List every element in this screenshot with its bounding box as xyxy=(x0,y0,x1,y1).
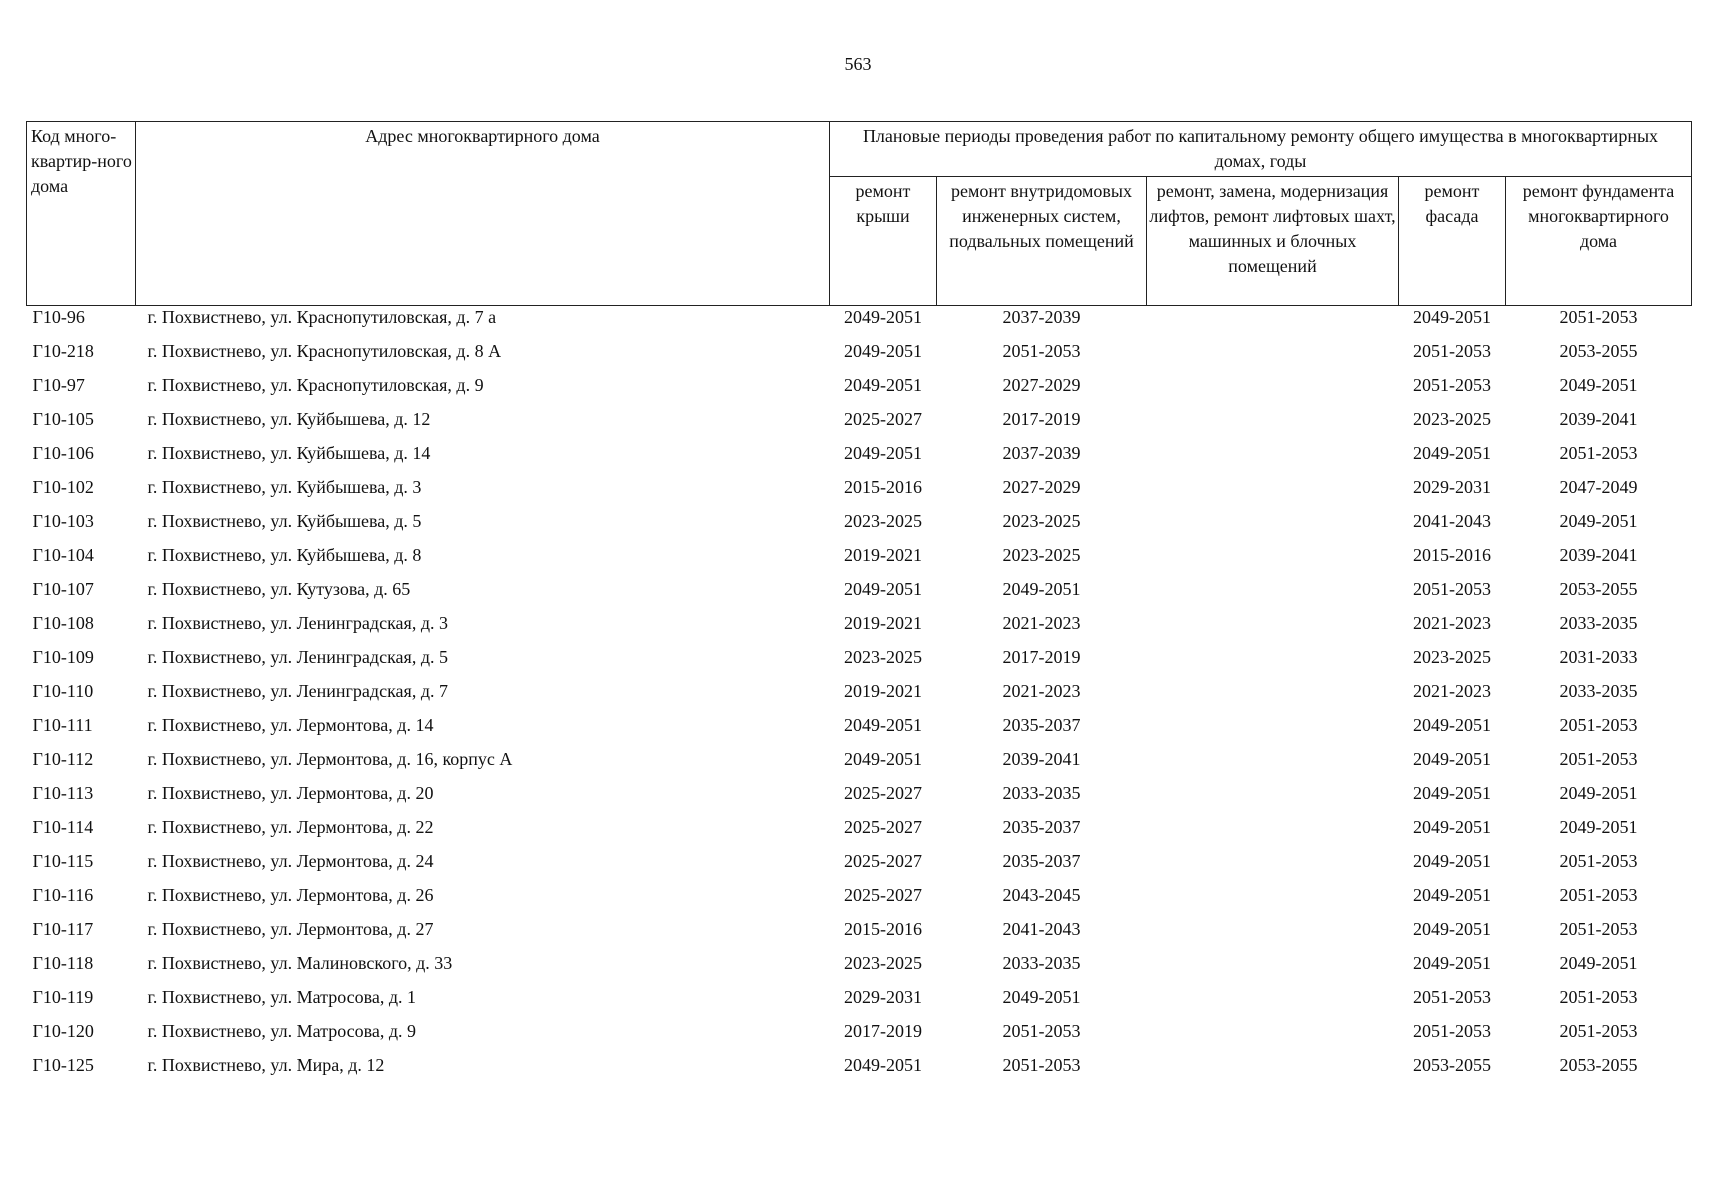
cell-engineering: 2039-2041 xyxy=(1002,749,1081,769)
cell-facade: 2049-2051 xyxy=(1413,817,1491,837)
cell-address: г. Похвистнево, ул. Малиновского, д. 33 xyxy=(147,953,453,973)
cell-elevator xyxy=(1147,1020,1399,1054)
cell-foundation: 2051-2053 xyxy=(1559,851,1638,871)
cell-engineering: 2017-2019 xyxy=(1002,647,1081,667)
cell-foundation: 2051-2053 xyxy=(1559,987,1638,1007)
cell-facade: 2051-2053 xyxy=(1413,375,1491,395)
cell-roof: 2029-2031 xyxy=(844,987,922,1007)
table-row xyxy=(27,748,1692,782)
cell-facade: 2049-2051 xyxy=(1413,307,1491,327)
cell-elevator xyxy=(1147,1054,1399,1088)
cell-elevator xyxy=(1147,680,1399,714)
cell-code: Г10-113 xyxy=(32,783,94,803)
cell-foundation: 2053-2055 xyxy=(1559,341,1638,361)
cell-facade: 2021-2023 xyxy=(1413,681,1491,701)
cell-address: г. Похвистнево, ул. Лермонтова, д. 24 xyxy=(147,851,434,871)
cell-address: г. Похвистнево, ул. Куйбышева, д. 12 xyxy=(147,409,431,429)
table-row xyxy=(27,646,1692,680)
cell-code: Г10-107 xyxy=(32,579,94,599)
table-row xyxy=(27,544,1692,578)
cell-code: Г10-117 xyxy=(32,919,94,939)
header-code: Код много-квартир-ного дома xyxy=(27,122,136,306)
cell-code: Г10-102 xyxy=(32,477,94,497)
cell-foundation: 2039-2041 xyxy=(1559,409,1638,429)
cell-code: Г10-125 xyxy=(32,1055,94,1075)
cell-address: г. Похвистнево, ул. Лермонтова, д. 14 xyxy=(147,715,434,735)
table-row xyxy=(27,1020,1692,1054)
page-number: 563 xyxy=(844,54,872,74)
table-row xyxy=(27,714,1692,748)
cell-elevator xyxy=(1147,510,1399,544)
cell-address: г. Похвистнево, ул. Куйбышева, д. 14 xyxy=(147,443,431,463)
cell-roof: 2015-2016 xyxy=(844,477,922,497)
cell-elevator xyxy=(1147,544,1399,578)
table-row xyxy=(27,918,1692,952)
cell-foundation: 2031-2033 xyxy=(1559,647,1638,667)
table-row xyxy=(27,952,1692,986)
cell-address: г. Похвистнево, ул. Куйбышева, д. 5 xyxy=(147,511,422,531)
cell-elevator xyxy=(1147,442,1399,476)
cell-code: Г10-103 xyxy=(32,511,94,531)
cell-foundation: 2049-2051 xyxy=(1559,783,1638,803)
cell-address: г. Похвистнево, ул. Ленинградская, д. 5 xyxy=(147,647,448,667)
cell-engineering: 2049-2051 xyxy=(1002,579,1081,599)
cell-elevator xyxy=(1147,714,1399,748)
cell-roof: 2049-2051 xyxy=(844,579,922,599)
cell-engineering: 2037-2039 xyxy=(1002,307,1081,327)
cell-elevator xyxy=(1147,952,1399,986)
cell-facade: 2051-2053 xyxy=(1413,987,1491,1007)
cell-facade: 2051-2053 xyxy=(1413,341,1491,361)
cell-engineering: 2023-2025 xyxy=(1002,511,1081,531)
cell-elevator xyxy=(1147,408,1399,442)
header-planned-periods: Плановые периоды проведения работ по капитальному ремонту общего имущества в многоквартирных домах, годы xyxy=(830,122,1692,177)
cell-elevator xyxy=(1147,646,1399,680)
cell-engineering: 2049-2051 xyxy=(1002,987,1081,1007)
cell-foundation: 2051-2053 xyxy=(1559,715,1638,735)
cell-roof: 2049-2051 xyxy=(844,341,922,361)
header-address: Адрес многоквартирного дома xyxy=(136,122,830,306)
cell-roof: 2049-2051 xyxy=(844,749,922,769)
cell-facade: 2021-2023 xyxy=(1413,613,1491,633)
table-row xyxy=(27,850,1692,884)
cell-code: Г10-120 xyxy=(32,1021,94,1041)
header-facade: ремонт фасада xyxy=(1399,177,1506,306)
cell-code: Г10-218 xyxy=(32,341,94,361)
cell-address: г. Похвистнево, ул. Краснопутиловская, д. 7 а xyxy=(147,307,497,327)
cell-elevator xyxy=(1147,748,1399,782)
cell-engineering: 2027-2029 xyxy=(1002,477,1081,497)
cell-foundation: 2053-2055 xyxy=(1559,579,1638,599)
table-row xyxy=(27,884,1692,918)
table-row xyxy=(27,306,1692,341)
cell-roof: 2049-2051 xyxy=(844,307,922,327)
cell-engineering: 2035-2037 xyxy=(1002,851,1081,871)
cell-foundation: 2049-2051 xyxy=(1559,953,1638,973)
cell-code: Г10-111 xyxy=(32,715,93,735)
cell-code: Г10-119 xyxy=(32,987,94,1007)
cell-foundation: 2051-2053 xyxy=(1559,1021,1638,1041)
cell-elevator xyxy=(1147,612,1399,646)
table-row xyxy=(27,612,1692,646)
header-roof: ремонт крыши xyxy=(830,177,937,306)
cell-facade: 2049-2051 xyxy=(1413,783,1491,803)
table-row xyxy=(27,374,1692,408)
table-row xyxy=(27,476,1692,510)
cell-roof: 2049-2051 xyxy=(844,1055,922,1075)
cell-engineering: 2035-2037 xyxy=(1002,817,1081,837)
table-row xyxy=(27,816,1692,850)
cell-engineering: 2051-2053 xyxy=(1002,1055,1081,1075)
cell-code: Г10-96 xyxy=(32,307,85,327)
table-row xyxy=(27,1054,1692,1088)
cell-address: г. Похвистнево, ул. Лермонтова, д. 20 xyxy=(147,783,434,803)
cell-elevator xyxy=(1147,816,1399,850)
cell-facade: 2023-2025 xyxy=(1413,409,1491,429)
cell-address: г. Похвистнево, ул. Лермонтова, д. 22 xyxy=(147,817,434,837)
cell-address: г. Похвистнево, ул. Матросова, д. 9 xyxy=(147,1021,417,1041)
cell-facade: 2015-2016 xyxy=(1413,545,1491,565)
cell-foundation: 2047-2049 xyxy=(1559,477,1638,497)
cell-foundation: 2051-2053 xyxy=(1559,885,1638,905)
cell-foundation: 2051-2053 xyxy=(1559,919,1638,939)
header-elevator: ремонт, замена, модернизация лифтов, ремонт лифтовых шахт, машинных и блочных помещений xyxy=(1147,177,1399,306)
cell-engineering: 2051-2053 xyxy=(1002,1021,1081,1041)
cell-address: г. Похвистнево, ул. Мира, д. 12 xyxy=(147,1055,385,1075)
cell-engineering: 2051-2053 xyxy=(1002,341,1081,361)
table-row xyxy=(27,680,1692,714)
cell-elevator xyxy=(1147,850,1399,884)
cell-engineering: 2035-2037 xyxy=(1002,715,1081,735)
table-row xyxy=(27,986,1692,1020)
cell-foundation: 2051-2053 xyxy=(1559,307,1638,327)
cell-elevator xyxy=(1147,884,1399,918)
cell-elevator xyxy=(1147,986,1399,1020)
cell-foundation: 2033-2035 xyxy=(1559,613,1638,633)
cell-engineering: 2021-2023 xyxy=(1002,613,1081,633)
cell-code: Г10-112 xyxy=(32,749,94,769)
cell-facade: 2049-2051 xyxy=(1413,885,1491,905)
cell-roof: 2015-2016 xyxy=(844,919,922,939)
cell-roof: 2019-2021 xyxy=(844,545,922,565)
cell-foundation: 2049-2051 xyxy=(1559,511,1638,531)
cell-code: Г10-108 xyxy=(32,613,94,633)
cell-roof: 2025-2027 xyxy=(844,851,922,871)
cell-address: г. Похвистнево, ул. Куйбышева, д. 8 xyxy=(147,545,422,565)
cell-foundation: 2053-2055 xyxy=(1559,1055,1638,1075)
header-foundation: ремонт фундамента многоквартирного дома xyxy=(1506,177,1692,306)
cell-code: Г10-114 xyxy=(32,817,94,837)
cell-elevator xyxy=(1147,782,1399,816)
table-row xyxy=(27,578,1692,612)
cell-address: г. Похвистнево, ул. Краснопутиловская, д. 8 А xyxy=(147,341,502,361)
cell-facade: 2051-2053 xyxy=(1413,579,1491,599)
cell-code: Г10-106 xyxy=(32,443,94,463)
cell-facade: 2049-2051 xyxy=(1413,443,1491,463)
cell-facade: 2049-2051 xyxy=(1413,749,1491,769)
cell-elevator xyxy=(1147,340,1399,374)
cell-foundation: 2033-2035 xyxy=(1559,681,1638,701)
header-engineering: ремонт внутридомовых инженерных систем, подвальных помещений xyxy=(937,177,1147,306)
cell-foundation: 2049-2051 xyxy=(1559,817,1638,837)
cell-roof: 2025-2027 xyxy=(844,409,922,429)
cell-roof: 2025-2027 xyxy=(844,817,922,837)
cell-address: г. Похвистнево, ул. Куйбышева, д. 3 xyxy=(147,477,422,497)
cell-code: Г10-115 xyxy=(32,851,94,871)
table-row xyxy=(27,782,1692,816)
cell-address: г. Похвистнево, ул. Лермонтова, д. 16, корпус А xyxy=(147,749,513,769)
cell-roof: 2019-2021 xyxy=(844,613,922,633)
cell-roof: 2023-2025 xyxy=(844,953,922,973)
cell-roof: 2017-2019 xyxy=(844,1021,922,1041)
cell-elevator xyxy=(1147,306,1399,341)
cell-code: Г10-118 xyxy=(32,953,94,973)
capital-repair-schedule-table xyxy=(26,121,1692,1088)
cell-foundation: 2049-2051 xyxy=(1559,375,1638,395)
cell-elevator xyxy=(1147,918,1399,952)
cell-code: Г10-97 xyxy=(32,375,85,395)
cell-facade: 2049-2051 xyxy=(1413,715,1491,735)
cell-engineering: 2023-2025 xyxy=(1002,545,1081,565)
cell-roof: 2023-2025 xyxy=(844,511,922,531)
cell-roof: 2049-2051 xyxy=(844,715,922,735)
cell-foundation: 2051-2053 xyxy=(1559,443,1638,463)
table-row xyxy=(27,510,1692,544)
cell-roof: 2023-2025 xyxy=(844,647,922,667)
table-body xyxy=(27,306,1692,1089)
table-row xyxy=(27,408,1692,442)
cell-engineering: 2037-2039 xyxy=(1002,443,1081,463)
cell-address: г. Похвистнево, ул. Лермонтова, д. 26 xyxy=(147,885,434,905)
cell-engineering: 2041-2043 xyxy=(1002,919,1081,939)
cell-facade: 2029-2031 xyxy=(1413,477,1491,497)
cell-elevator xyxy=(1147,476,1399,510)
cell-elevator xyxy=(1147,578,1399,612)
cell-roof: 2049-2051 xyxy=(844,443,922,463)
cell-facade: 2049-2051 xyxy=(1413,919,1491,939)
cell-roof: 2025-2027 xyxy=(844,885,922,905)
table-row xyxy=(27,340,1692,374)
cell-address: г. Похвистнево, ул. Ленинградская, д. 3 xyxy=(147,613,448,633)
cell-address: г. Похвистнево, ул. Лермонтова, д. 27 xyxy=(147,919,434,939)
cell-address: г. Похвистнево, ул. Ленинградская, д. 7 xyxy=(147,681,448,701)
cell-engineering: 2043-2045 xyxy=(1002,885,1081,905)
cell-facade: 2041-2043 xyxy=(1413,511,1491,531)
cell-elevator xyxy=(1147,374,1399,408)
cell-code: Г10-110 xyxy=(32,681,94,701)
table-header xyxy=(27,122,1692,306)
cell-code: Г10-104 xyxy=(32,545,94,565)
cell-roof: 2049-2051 xyxy=(844,375,922,395)
cell-facade: 2051-2053 xyxy=(1413,1021,1491,1041)
cell-engineering: 2033-2035 xyxy=(1002,783,1081,803)
cell-foundation: 2039-2041 xyxy=(1559,545,1638,565)
cell-roof: 2025-2027 xyxy=(844,783,922,803)
cell-facade: 2049-2051 xyxy=(1413,953,1491,973)
cell-address: г. Похвистнево, ул. Краснопутиловская, д. 9 xyxy=(147,375,484,395)
cell-code: Г10-105 xyxy=(32,409,94,429)
cell-code: Г10-109 xyxy=(32,647,94,667)
cell-foundation: 2051-2053 xyxy=(1559,749,1638,769)
cell-address: г. Похвистнево, ул. Матросова, д. 1 xyxy=(147,987,417,1007)
cell-engineering: 2033-2035 xyxy=(1002,953,1081,973)
cell-address: г. Похвистнево, ул. Кутузова, д. 65 xyxy=(147,579,411,599)
cell-facade: 2023-2025 xyxy=(1413,647,1491,667)
cell-code: Г10-116 xyxy=(32,885,94,905)
cell-engineering: 2027-2029 xyxy=(1002,375,1081,395)
cell-roof: 2019-2021 xyxy=(844,681,922,701)
cell-engineering: 2021-2023 xyxy=(1002,681,1081,701)
cell-facade: 2049-2051 xyxy=(1413,851,1491,871)
table-row xyxy=(27,442,1692,476)
cell-engineering: 2017-2019 xyxy=(1002,409,1081,429)
cell-facade: 2053-2055 xyxy=(1413,1055,1491,1075)
